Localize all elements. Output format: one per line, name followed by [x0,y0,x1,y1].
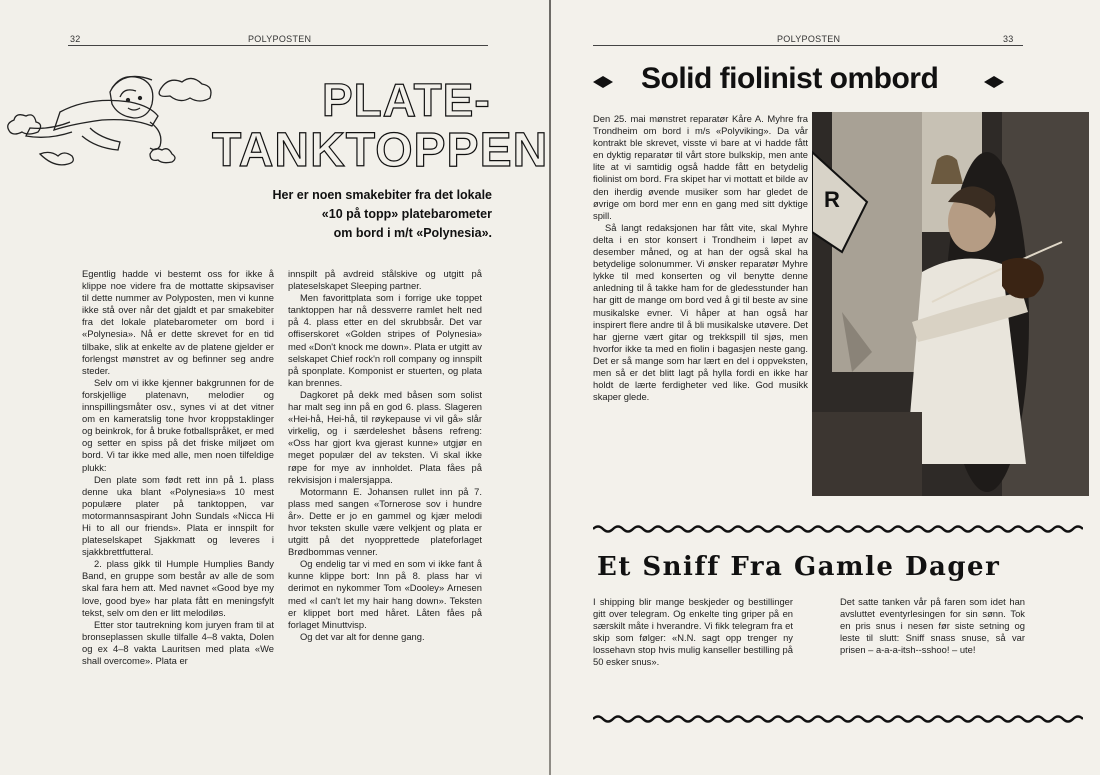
paragraph: Det satte tanken vår på faren som idet han avsluttet eventyrlesingen for sin sønn. Tok en pris snus i nesen før siste setning og leste til slutt: Sniff snass snuse, så var prisen – a-a-a-itsh--sshoo! – ute! [840,596,1025,656]
running-header: POLYPOSTEN [248,34,312,44]
paragraph: Selv om vi ikke kjenner bakgrunnen for de forskjellige platenavn, melodier og innspillingsmåter osv., synes vi at det vitner om en kameratslig tone hvor kroppstaklinger og beinkrok, for å bruke fotballspråket, er med og setter en spiss på det friske miljøet om bord. Vi tar ikke med alle, men noen tilfeldige plukk: [82,376,274,473]
running-header: POLYPOSTEN [777,34,841,44]
lede-line-2: «10 på topp» platebarometer [321,207,492,221]
title-line-1: PLATE- [322,74,491,126]
article-column-1 [82,268,274,667]
svg-text:R: R [824,187,840,212]
diamond-ornament-left [593,76,613,88]
paragraph: Og endelig tar vi med en som vi ikke fant å kunne klippe bort: Inn på 8. plass har vi derimot en nykommer Tom «Dooley» Arnesen med «I can't let my hair hang down». Teksten er klippet bort med håret. Låten fåes på forlaget Minuttvisp. [288,558,482,630]
paragraph: Den plate som født rett inn på 1. plass denne uka blant «Polynesia»s 10 mest populære plater på tanktoppen, var motormannsaspirant John Sundals «Nicca Hi Hi to all our friends». Plata er innspilt for plateselskapet Sjakkmatt og leveres i sjakkbrettfutteral. [82,473,274,558]
paragraph: Egentlig hadde vi bestemt oss for ikke å klippe noe videre fra de mottatte skipsaviser til dette nummer av Polyposten, men vi kunne ikke stå over når det gjaldt et par smakebiter fra det lokale platebarometer om bord i «Polynesia». Nå er dette skrevet for en tid tilbake, slik at enkelte av de platene gjelder er forlengst mønstret av og befinner seg andre steder. [82,268,274,376]
page-number: 32 [70,34,81,44]
lede-line-1: Her er noen smakebiter fra det lokale [272,188,492,202]
article-body [593,113,808,403]
title-line-2: TANKTOPPEN [212,124,549,177]
diamond-ornament-right [984,76,1004,88]
paragraph: Dagkoret på dekk med båsen som solist har malt seg inn på en god 6. plass. Slageren «Hei-hå, Hei-hå, til røykepause vi vil gå» slår virkelig, og i særdeleshet båsens refreng: «Oss har gjort kva gjerast kunne» utgjør en meget populær del av teksten. Vi skal ikke røpe for mye av innholdet. Plata fåes på rekvisisjon i malersjappa. [288,388,482,485]
sniff-column-2 [840,596,1025,656]
left-page [0,0,549,775]
paragraph: 2. plass gikk til Humple Humplies Bandy Band, en gruppe som består av alle de som skal fara hem att. Med navnet «Good bye my love, good bye» har plata fått en meningsfylt tekst, selv om den er litt melodiløs. [82,558,274,618]
sniff-title: Et Sniff Fra Gamle Dager [597,552,1001,582]
cartoon-illustration [0,62,225,182]
sniff-column-1 [593,596,793,669]
paragraph: Den 25. mai mønstret reparatør Kåre A. Myhre fra Trondheim om bord i m/s «Polyviking». Da vår kontrakt ble skrevet, visste vi bare at vi hadde fått en dyktig reparatør til vårt store bulkskip, men ante lite at vi samtidig også hadde fått en betydelig fiolinist om bord. Fra skipet har vi mottatt et bilde av den iherdig øvende musiker som har gledet de øvrige om bord mer enn en gang med sitt dyktige spill. [593,113,808,221]
violinist-photo [812,112,1089,496]
wavy-divider-bottom [593,714,1083,724]
lede [230,186,492,243]
header-rule [68,45,488,46]
paragraph: Motormann E. Johansen rullet inn på 7. plass med sangen «Tornerose sov i hundre år». Dette er jo en gammel og kjær melodi hvor teksten skulle være velkjent og plata er utgitt på det nyopprettede plateforlaget Brødbommas venner. [288,485,482,558]
wavy-divider-top [593,524,1083,534]
paragraph: Etter stor tautrekning kom juryen fram til at bronseplassen skulle tilfalle 4–8 vakta, Dolen og ex 4–8 vakta Lauritsen med plata «We shall overcome». Plata er [82,618,274,666]
paragraph: I shipping blir mange beskjeder og bestillinger gitt over telegram. Og enkelte ting griper på en særskilt måte i hverandre. Vi fikk telegram fra et skip som følger: «N.N. sagt opp trenger ny lossehavn stop hvis mulig kanseller bestilling på 50 esker snus». [593,596,793,668]
article-title: Solid fiolinist ombord [641,62,939,95]
paragraph: Og det var alt for denne gang. [300,630,425,642]
paragraph: Men favorittplata som i forrige uke toppet tanktoppen har nå dessverre ramlet helt ned på 4. plass etter en del skrubbsår. Det var offiserskoret «Golden stripes of Polynesia» med «Don't knock me down». Plata er utgitt av selskapet Chief rock'n roll company og innspilt på sponplate. Komponist er stuerten, og plata kan brennes. [288,292,482,388]
lede-line-3: om bord i m/t «Polynesia». [333,226,492,240]
paragraph: Så langt redaksjonen har fått vite, skal Myhre delta i en stor konsert i Trondheim i løpet av desember måned, og at han der også skal ha betydelige solonummer. Vi ønsker reparatør Myhre lykke til med konserten og vil benytte denne anledning til å takke ham for de gledesstunder han har gitt de mange om bord ved å gi til beste av sine musikalske evner. Vi håper at han også har inspirert flere andre til å bli musikalske utøvere. Det har gjerne vært gitar og trekkspill til sjøs, men hvorfor ikke ta med en fiolin i bagasjen neste gang. Det er så mange som har lært en del i oppveksten, men så er det blitt lagt på hylla fordi en ikke har holdt de lærte ferdigheter ved like. God musikk skaper glede. [593,221,808,403]
page-number: 33 [1003,34,1014,44]
right-page [551,0,1100,775]
article-column-2 [288,268,482,643]
header-rule [593,45,1023,46]
paragraph: innspilt på avdreid stålskive og utgitt på plateselskapet Sleeping partner. [288,268,482,292]
